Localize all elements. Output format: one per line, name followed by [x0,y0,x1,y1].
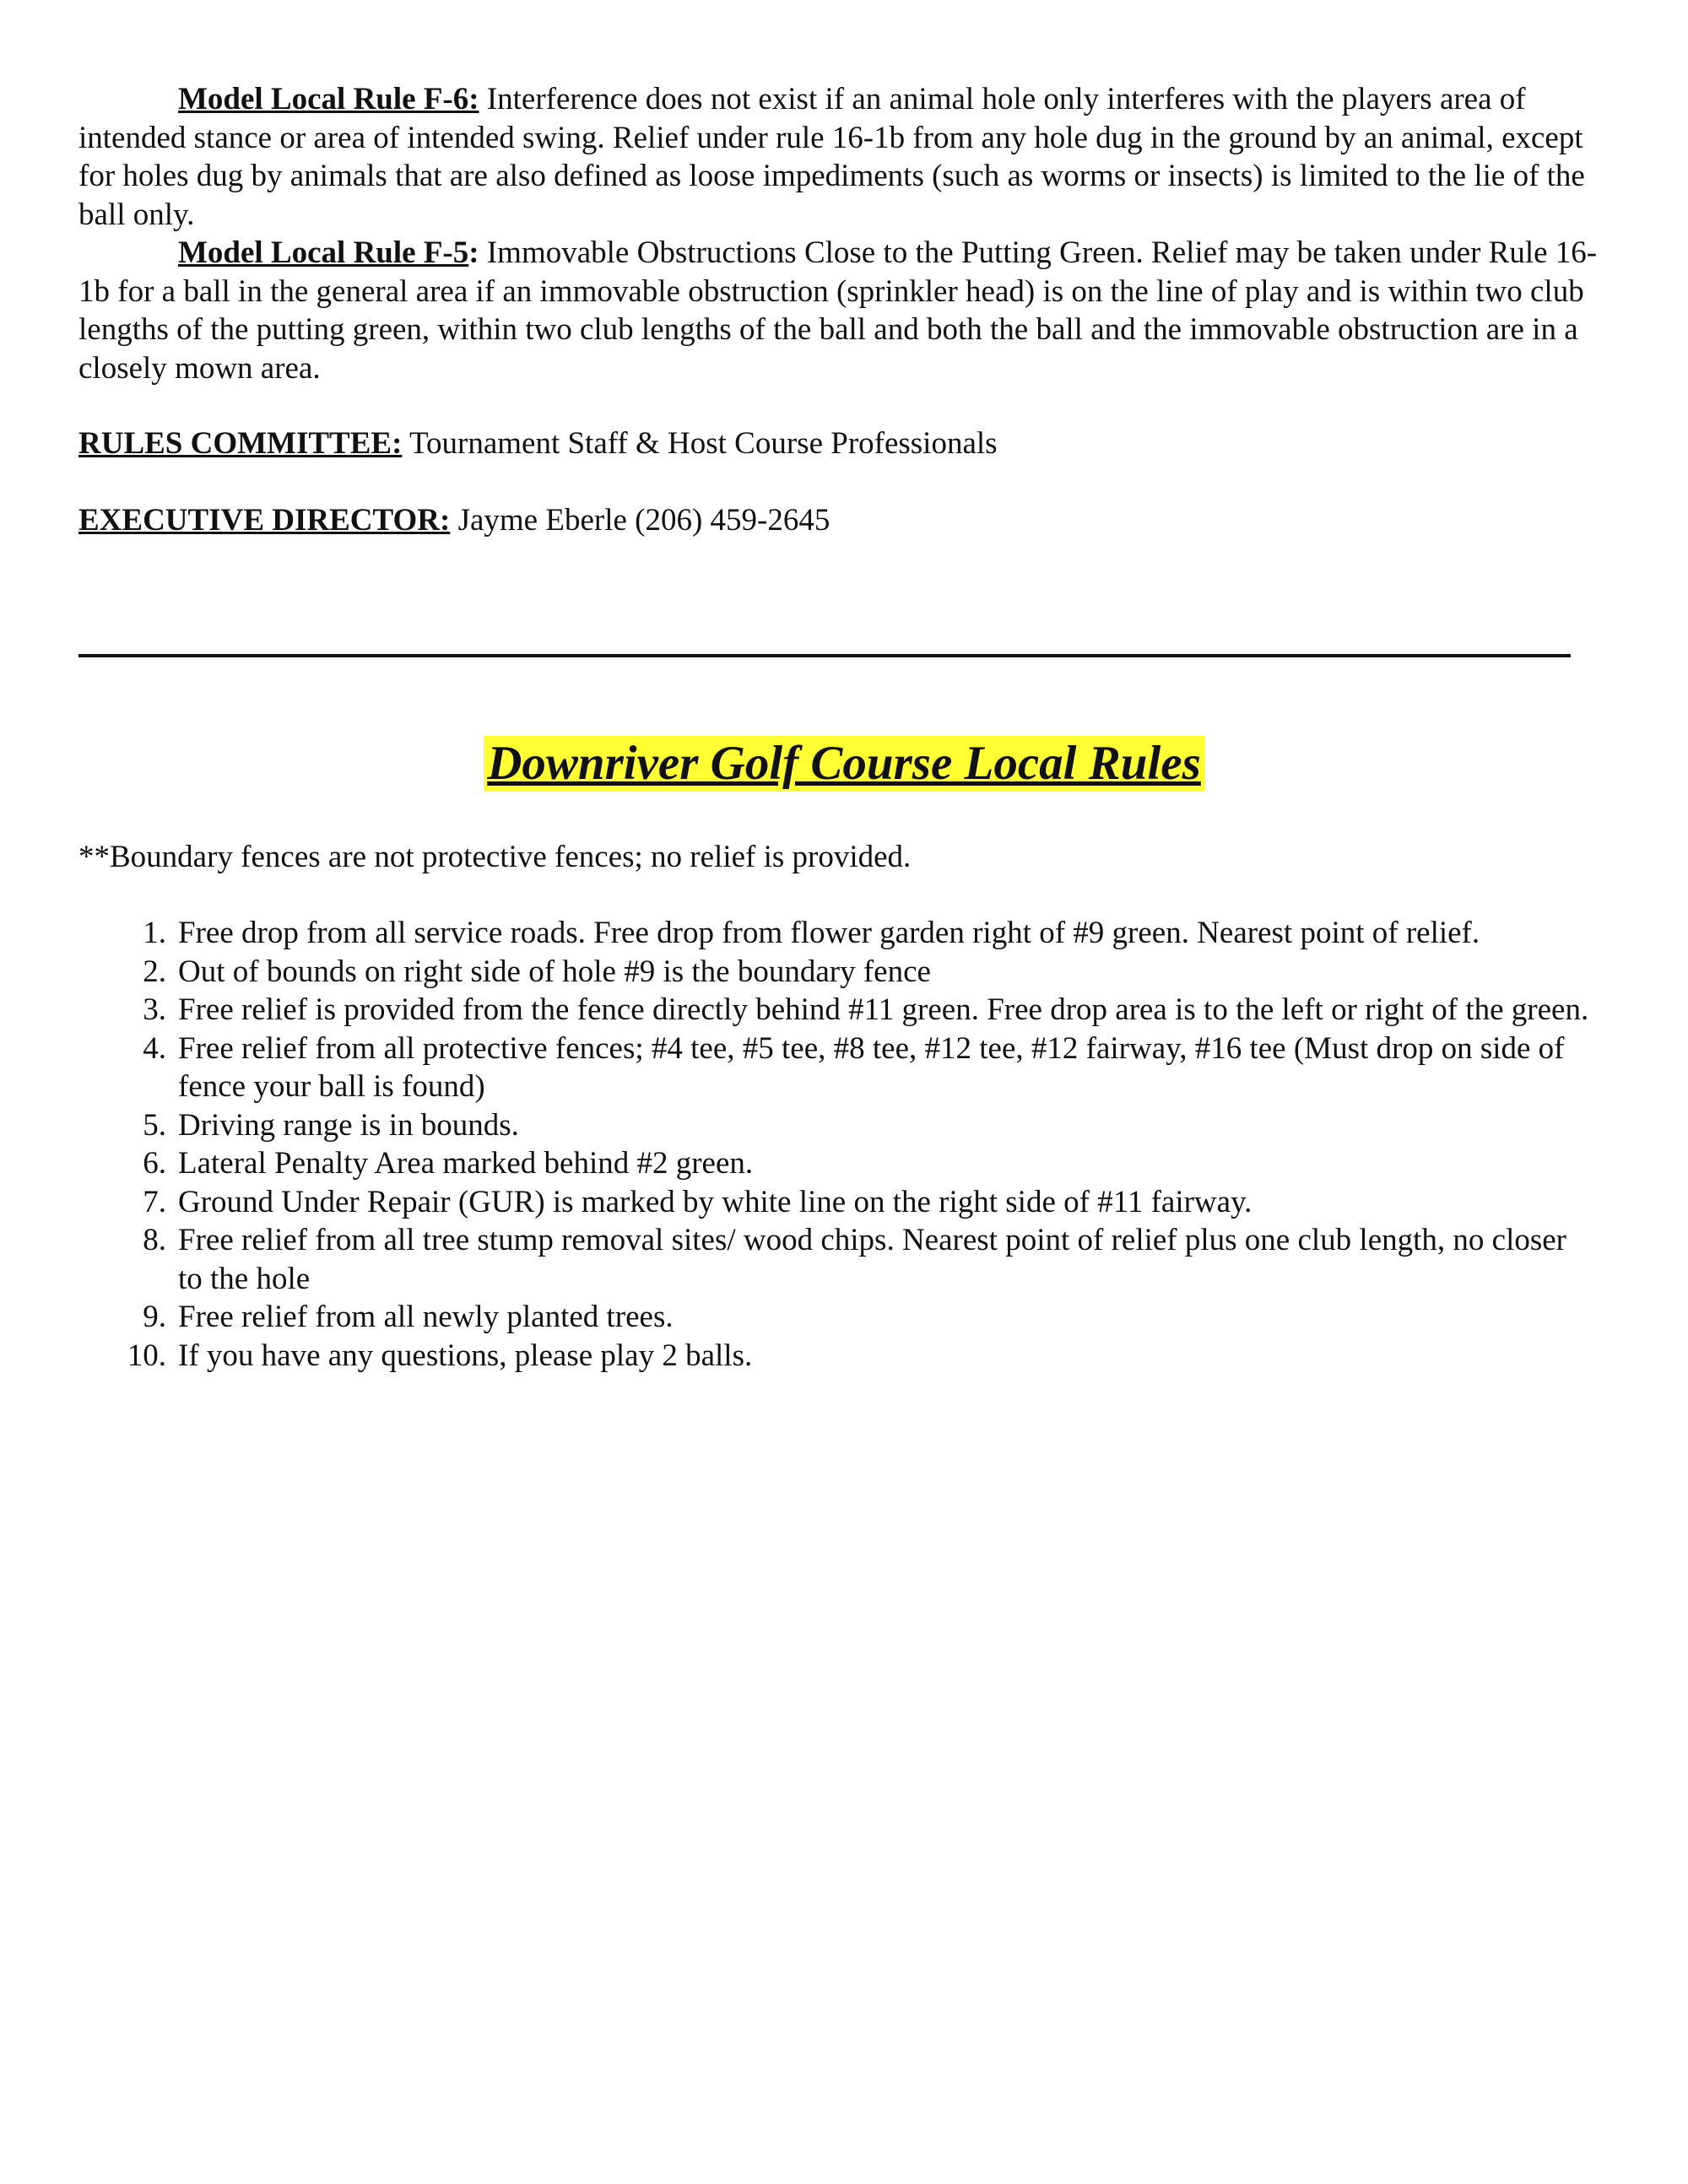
model-rule-f6-label: Model Local Rule F-6: [178,82,479,116]
list-item [78,1298,1598,1337]
list-item-text: Ground Under Repair (GUR) is marked by white line on the right side of #11 fairway. [178,1184,1252,1219]
executive-director-label: EXECUTIVE DIRECTOR: [78,503,451,538]
local-rules-title-wrap [0,736,1688,792]
list-item-number: 4. [143,1030,166,1066]
list-item [78,1144,1598,1183]
local-rules-list-block [78,914,1598,1375]
model-rule-f5-label: Model Local Rule F-5 [178,235,469,270]
list-item [78,1183,1598,1222]
rules-committee-line [78,424,1598,463]
list-item [78,914,1598,953]
model-rule-f5-text: Immovable Obstructions Close to the Putting Green. Relief may be taken under Rule 16-1b for a ball in the general area if an immovable obstruction (sprinkler head) is on the line of play and is within two club lengths of the putting green, within two club lengths of the ball and both the ball and the immovable obstruction are in a closely mown area. [78,235,1598,386]
list-item-number: 8. [143,1223,166,1257]
boundary-fence-note: **Boundary fences are not protective fences; no relief is provided. [78,840,912,874]
model-rule-f5-colon: : [468,235,479,270]
list-item-number: 2. [143,954,166,989]
section-divider [78,654,1571,657]
model-rule-f6-text: Interference does not exist if an animal hole only interferes with the players area of intended stance or area of intended swing. Relief under rule 16-1b from any hole dug in the ground by an animal, except for holes dug by animals that are also defined as loose impediments (such as worms or insects) is limited to the lie of the ball only. [78,82,1585,232]
local-rules-list [78,914,1598,1375]
list-item-text: Driving range is in bounds. [178,1107,519,1143]
executive-director-line [78,501,1598,540]
executive-director-text: Jayme Eberle (206) 459-2645 [450,503,830,538]
list-item-text: Free relief from all newly planted trees. [178,1300,674,1334]
list-item [78,991,1598,1030]
list-item-number: 7. [143,1184,166,1219]
local-rules-title: Downriver Golf Course Local Rules [484,736,1204,792]
list-item-number: 9. [143,1300,166,1334]
list-item-text: If you have any questions, please play 2 balls. [178,1338,753,1373]
model-rules-section [78,80,1598,387]
list-item [78,1106,1598,1145]
list-item-text: Free relief from all tree stump removal sites/ wood chips. Nearest point of relief plus one club length, no closer to the hole [178,1223,1567,1296]
list-item [78,953,1598,992]
list-item-number: 6. [143,1146,166,1181]
list-item-text: Free relief from all protective fences; #4 tee, #5 tee, #8 tee, #12 tee, #12 fairway, #16 tee (Must drop on side of fence your ball is found) [178,1030,1565,1104]
model-rule-f6 [78,80,1598,234]
list-item-number: 3. [143,992,166,1027]
list-item-number: 5. [143,1107,166,1143]
list-item-text: Free relief is provided from the fence directly behind #11 green. Free drop area is to the left or right of the green. [178,992,1589,1027]
list-item [78,1030,1598,1106]
rules-committee-text: Tournament Staff & Host Course Professionals [402,426,998,461]
list-item [78,1221,1598,1298]
list-item-text: Free drop from all service roads. Free drop from flower garden right of #9 green. Nearest point of relief. [178,916,1480,950]
list-item-text: Out of bounds on right side of hole #9 is the boundary fence [178,954,931,989]
model-rule-f5 [78,234,1598,387]
list-item-number: 10. [127,1338,166,1373]
list-item-text: Lateral Penalty Area marked behind #2 green. [178,1146,754,1181]
list-item [78,1337,1598,1376]
rules-committee-label: RULES COMMITTEE: [78,426,403,461]
list-item-number: 1. [143,916,166,950]
